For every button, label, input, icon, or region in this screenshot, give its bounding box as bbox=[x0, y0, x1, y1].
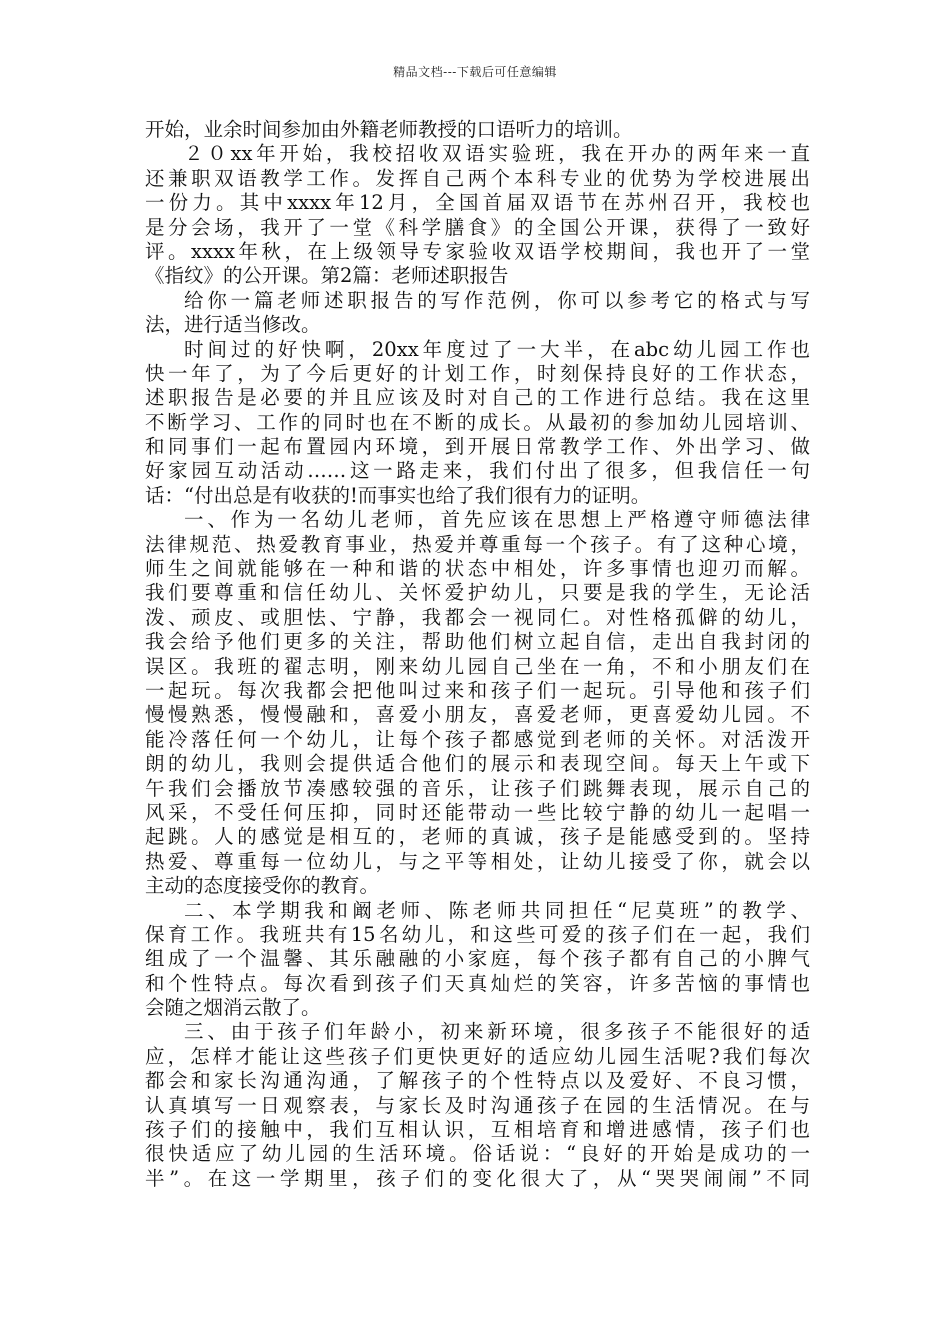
text-line: 二、本学期我和阚老师、陈老师共同担任“尼莫班”的教学、 bbox=[184, 898, 810, 922]
text-line: 一起玩。每次我都会把他叫过来和孩子们一起玩。引导他和孩子们 bbox=[145, 678, 810, 702]
text-line: 《指纹》的公开课。第2篇：老师述职报告 bbox=[145, 264, 509, 288]
text-line: 能冷落任何一个幼儿，让每个孩子都感觉到老师的关怀。对活泼开 bbox=[145, 727, 810, 751]
text-line: 不断学习、工作的同时也在不断的成长。从最初的参加幼儿园培训、 bbox=[145, 410, 810, 434]
text-line: 认真填写一日观察表，与家长及时沟通孩子在园的生活情况。在与 bbox=[145, 1093, 810, 1117]
text-line: 述职报告是必要的并且应该及时对自己的工作进行总结。我在这里 bbox=[145, 386, 810, 410]
document-body bbox=[145, 118, 810, 1191]
text-line: 还兼职双语教学工作。发挥自己两个本科专业的优势为学校进展出 bbox=[145, 166, 810, 190]
text-line: 起跳。人的感觉是相互的，老师的真诚，孩子是能感受到的。坚持 bbox=[145, 825, 810, 849]
text-line: 孩子们的接触中，我们互相认识，互相培育和增进感情，孩子们也 bbox=[145, 1118, 810, 1142]
text-line: 师生之间就能够在一种和谐的状态中相处，许多事情也迎刃而解。 bbox=[145, 557, 810, 581]
text-line: ２０xx年开始，我校招收双语实验班，我在开办的两年来一直 bbox=[184, 142, 810, 166]
text-line: 好家园互动活动……这一路走来，我们付出了很多，但我信任一句 bbox=[145, 459, 810, 483]
text-line: 朗的幼儿，我则会提供适合他们的展示和表现空间。每天上午或下 bbox=[145, 752, 810, 776]
text-line: 评。xxxx年秋，在上级领导专家验收双语学校期间，我也开了一堂 bbox=[145, 239, 810, 263]
text-line: 和个性特点。每次看到孩子们天真灿烂的笑容，许多苦恼的事情也 bbox=[145, 971, 810, 995]
text-line: 一份力。其中xxxx年12月，全国首届双语节在苏州召开，我校也 bbox=[145, 191, 810, 215]
text-line: 时间过的好快啊，20xx年度过了一大半，在abc幼儿园工作也 bbox=[184, 337, 810, 361]
text-line: 我会给予他们更多的关注，帮助他们树立起自信，走出自我封闭的 bbox=[145, 630, 810, 654]
text-line: 应，怎样才能让这些孩子们更快更好的适应幼儿园生活呢?我们每次 bbox=[145, 1044, 810, 1068]
text-line: 给你一篇老师述职报告的写作范例，你可以参考它的格式与写 bbox=[184, 288, 810, 312]
text-line: 是分会场，我开了一堂《科学膳食》的全国公开课，获得了一致好 bbox=[145, 215, 810, 239]
text-line: 一、作为一名幼儿老师，首先应该在思想上严格遵守师德法律 bbox=[184, 508, 810, 532]
text-line: 很快适应了幼儿园的生活环境。俗话说：“良好的开始是成功的一 bbox=[145, 1142, 810, 1166]
text-line: 都会和家长沟通沟通，了解孩子的个性特点以及爱好、不良习惯， bbox=[145, 1069, 810, 1093]
text-line: 主动的态度接受你的教育。 bbox=[145, 874, 380, 898]
text-line: 法，进行适当修改。 bbox=[145, 313, 321, 337]
text-line: 三、由于孩子们年龄小，初来新环境，很多孩子不能很好的适 bbox=[184, 1020, 810, 1044]
text-line: 保育工作。我班共有15名幼儿，和这些可爱的孩子们在一起，我们 bbox=[145, 922, 810, 946]
text-line: 我们要尊重和信任幼儿、关怀爱护幼儿，只要是我的学生，无论活 bbox=[145, 581, 810, 605]
text-line: 热爱、尊重每一位幼儿，与之平等相处，让幼儿接受了你，就会以 bbox=[145, 849, 810, 873]
page-header: 精品文档---下载后可任意编辑 bbox=[393, 65, 557, 79]
text-line: 泼、顽皮、或胆怯、宁静，我都会一视同仁。对性格孤僻的幼儿， bbox=[145, 605, 810, 629]
text-line: 误区。我班的翟志明，刚来幼儿园自己坐在一角，不和小朋友们在 bbox=[145, 654, 810, 678]
text-line: 和同事们一起布置园内环境，到开展日常教学工作、外出学习、做 bbox=[145, 435, 810, 459]
text-line: 法律规范、热爱教育事业，热爱并尊重每一个孩子。有了这种心境， bbox=[145, 532, 810, 556]
text-line: 组成了一个温馨、其乐融融的小家庭，每个孩子都有自己的小脾气 bbox=[145, 947, 810, 971]
text-line: 开始，业余时间参加由外籍老师教授的口语听力的培训。 bbox=[145, 118, 633, 141]
text-line: 会随之烟消云散了。 bbox=[145, 996, 321, 1020]
text-line: 快一年了，为了今后更好的计划工作，时刻保持良好的工作状态， bbox=[145, 361, 810, 385]
text-line: 午我们会播放节凑感较强的音乐，让孩子们跳舞表现，展示自己的 bbox=[145, 776, 810, 800]
text-line: 慢慢熟悉，慢慢融和，喜爱小朋友，喜爱老师，更喜爱幼儿园。不 bbox=[145, 703, 810, 727]
text-line: 半”。在这一学期里，孩子们的变化很大了，从“哭哭闹闹”不同 bbox=[145, 1166, 810, 1190]
text-line: 风采，不受任何压抑，同时还能带动一些比较宁静的幼儿一起唱一 bbox=[145, 800, 810, 824]
text-line: 话：“付出总是有收获的!而事实也给了我们很有力的证明。 bbox=[145, 483, 651, 507]
